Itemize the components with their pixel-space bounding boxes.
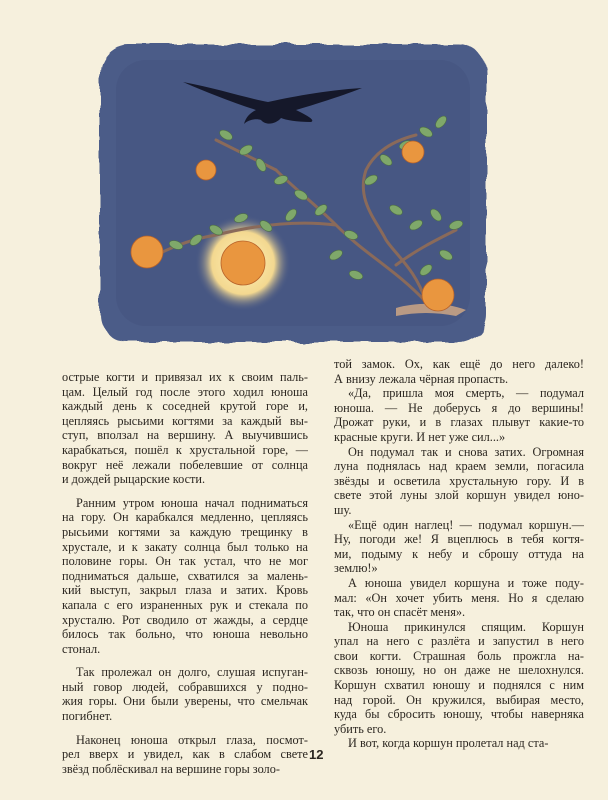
text-line: Он подумал так и снова затих. Огромная xyxy=(348,444,584,459)
paragraph xyxy=(62,733,308,777)
text-line: так, что он спасёт меня». xyxy=(334,605,466,620)
text-line: упал на него с разлёта и запустил в него xyxy=(334,634,584,649)
text-line: цепляясь рысьими когтями за каждый вы- xyxy=(62,413,308,428)
text-line: вокруг неё лежали побелевшие от солнца xyxy=(62,457,308,472)
text-line: той замок. Ох, как ещё до него далеко! xyxy=(334,357,584,371)
text-line: ступ, вползал на вершину. А выучившись xyxy=(62,428,308,443)
orange-fruit xyxy=(196,160,216,180)
text-line: цам. Целый год после этого ходил юноша xyxy=(62,384,308,399)
night-sky-illustration xyxy=(96,40,490,346)
text-line: Ранним утром юноша начал подниматься xyxy=(76,495,308,510)
text-line: звёзд поблёскивал на вершине горы золо- xyxy=(62,761,280,776)
text-line: Ну, погоди же! Я вцеплюсь в тебя когтя- xyxy=(334,532,584,547)
text-line: убить его. xyxy=(334,721,387,736)
text-line: звёзды и осветила хрустальную гору. И в xyxy=(334,473,584,488)
text-line: юноша. — Не доберусь я до вершины! xyxy=(334,400,584,415)
text-line: билось так больно, что юноша невольно xyxy=(62,627,308,642)
paragraph xyxy=(334,736,584,751)
text-line: стонал. xyxy=(62,641,101,656)
text-line: подниматься дальше, схватился за малень- xyxy=(62,568,308,583)
text-line: сквозь юношу, но он даже не шелохнулся. xyxy=(334,663,584,678)
text-line: половине горы. Он так устал, что не мог xyxy=(62,554,308,569)
text-line: мал: «Он хочет убить меня. Но я сделаю xyxy=(334,590,584,605)
text-line: каждый день к соседней крутой горе и, xyxy=(62,399,308,414)
text-line: свои когти. Страшная боль прожгла на- xyxy=(334,648,584,663)
text-line: ный говор людей, собравшихся у подно- xyxy=(62,679,308,694)
moon xyxy=(221,241,265,285)
paragraph xyxy=(62,496,308,657)
text-line: куда бы сбросить юношу, чтобы наверняка xyxy=(334,707,584,722)
text-line: рысьими когтями за каждую трещинку в xyxy=(62,524,308,539)
paragraph xyxy=(334,445,584,518)
text-line: капала с его израненных рук и стекала по xyxy=(62,597,308,612)
paragraph xyxy=(334,518,584,576)
paragraph xyxy=(334,357,584,386)
text-line: Дрожат руки, и в глазах плывут какие-то xyxy=(334,415,584,430)
text-line: погибнет. xyxy=(62,709,113,724)
text-line: на гору. Он карабкался медленно, цепляясь xyxy=(62,510,308,525)
text-line: над горой. Он кружился, выбирая место, xyxy=(334,692,584,707)
orange-fruit xyxy=(402,141,424,163)
text-line: Наконец юноша открыл глаза, посмот- xyxy=(76,732,308,747)
text-line: Коршун схватил юношу и поднялся с ним xyxy=(334,678,584,693)
text-line: Юноша прикинулся спящим. Коршун xyxy=(348,619,584,634)
orange-fruit xyxy=(131,236,163,268)
text-line: А внизу лежала чёрная пропасть. xyxy=(334,371,509,386)
text-line: и дождей рыцарские кости. xyxy=(62,472,206,487)
paragraph xyxy=(334,620,584,737)
text-line: ми, подыму к небу и сброшу оттуда на xyxy=(334,546,584,561)
text-line: свете этой луны злой коршун увидел юно- xyxy=(334,488,584,503)
paragraph xyxy=(62,665,308,723)
paragraph xyxy=(334,576,584,620)
paragraph xyxy=(62,370,308,487)
text-line: луна поднялась над краем земли, погасила xyxy=(334,459,584,474)
text-column-right xyxy=(334,357,584,751)
text-line: Так пролежал он долго, слушая испуган- xyxy=(76,665,308,680)
text-line: «Ещё один наглец! — подумал коршун.— xyxy=(348,517,584,532)
text-line: карабкаться, пошёл к хрустальной горе, — xyxy=(62,442,308,457)
paragraph xyxy=(334,386,584,444)
page-number: 12 xyxy=(309,747,324,762)
text-line: рел вверх и увидел, как в слабом свете xyxy=(62,747,308,762)
text-line: хрусталю. Рот сводило от жажды, а сердце xyxy=(62,612,308,627)
text-line: хрустале, и к закату солнца был только на xyxy=(62,539,308,554)
text-line: «Да, пришла моя смерть, — подумал xyxy=(348,386,584,401)
text-line: красные круги. И нет уже сил...» xyxy=(334,429,506,444)
text-line: И вот, когда коршун пролетал над ста- xyxy=(348,736,549,751)
text-line: А юноша увидел коршуна и тоже поду- xyxy=(348,575,584,590)
text-line: кий выступ, закрыл глаза и затих. Кровь xyxy=(62,583,308,598)
text-line: шу. xyxy=(334,502,352,517)
text-column-left xyxy=(62,370,308,785)
text-line: жия горы. Они были уверены, что смельчак xyxy=(62,694,308,709)
text-line: острые когти и привязал их к своим паль- xyxy=(62,370,308,384)
text-line: землю!» xyxy=(334,561,378,576)
orange-fruit xyxy=(422,279,454,311)
